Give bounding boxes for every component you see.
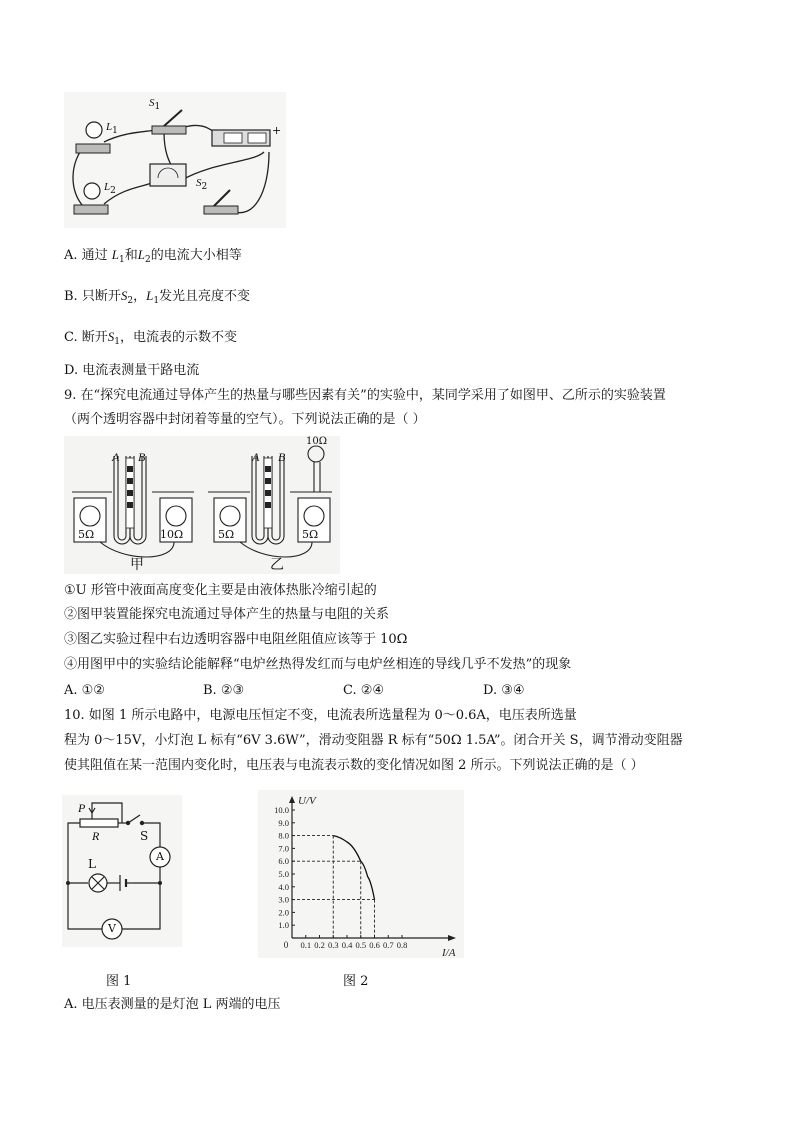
label-s: S [140, 829, 149, 843]
q9-statement-4: ④用图甲中的实验结论能解释“电炉丝热得发红而与电炉丝相连的导线几乎不发热”的现象 [64, 657, 572, 672]
q10-fig1-svg [62, 795, 182, 947]
label-r: R [92, 829, 100, 843]
bulb-l2 [84, 183, 100, 199]
q8-option-c: C. 断开$S_1$，电流表的示数不变 [64, 329, 237, 347]
label-r1-right: 5Ω [218, 528, 235, 541]
y-axis-label: U/V [298, 795, 316, 807]
q9-stem-line2: （两个透明容器中封闭着等量的空气）。下列说法正确的是（ ） [64, 412, 426, 427]
q9-choice-d: D. ③④ [483, 683, 525, 698]
fig1-caption: 图 1 [106, 974, 132, 989]
x-tick-label: 0.8 [396, 940, 408, 950]
rheostat [80, 819, 118, 827]
q10-fig2-chart [258, 790, 464, 958]
label-r3-right: 10Ω [306, 436, 328, 447]
label-l1: $L_1$ [106, 121, 118, 136]
caption-jia: 甲 [130, 557, 144, 573]
y-tick-label: 9.0 [278, 817, 289, 828]
q8-option-d: D. 电流表测量干路电流 [64, 363, 200, 378]
q9-apparatus-figure [64, 436, 340, 574]
y-tick-label: 5.0 [278, 869, 289, 879]
x-tick-label: 0.4 [341, 940, 353, 950]
q9-statement-1: ①U 形管中液面高度变化主要是由液体热胀冷缩引起的 [64, 583, 377, 598]
x-axis-label: I/A [442, 947, 456, 958]
label-a: A [156, 850, 164, 863]
x-tick-label: 0.2 [314, 940, 325, 950]
label-plus: + [272, 124, 282, 137]
q9-statement-2: ②图甲装置能探究电流通过导体产生的热量与电阻的关系 [64, 607, 390, 622]
label-r1-left: 5Ω [78, 528, 95, 541]
q9-choice-a: A. ①② [64, 683, 105, 698]
q10-stem-line2: 程为 0～15V，小灯泡 L 标有“6V 3.6W”，滑动变阻器 R 标有“50Ω 1.5A”。闭合开关 S，调节滑动变阻器 [64, 733, 683, 748]
q9-statement-3: ③图乙实验过程中右边透明容器中电阻丝阻值应该等于 10Ω [64, 632, 408, 647]
x-tick-label: 0.7 [382, 940, 394, 950]
label-s1: $S_1$ [149, 97, 161, 112]
q9-stem-line1: 9. 在“探究电流通过导体产生的热量与哪些因素有关”的实验中，某同学采用了如图甲、乙所示的实验装置 [64, 388, 666, 403]
q10-option-a: A. 电压表测量的是灯泡 L 两端的电压 [64, 997, 281, 1012]
q8-option-a: A. 通过 $L_1$和$L_2$的电流大小相等 [64, 247, 242, 265]
q10-fig1-circuit [62, 795, 182, 947]
y-tick-label: 4.0 [278, 881, 289, 892]
label-l: L [88, 857, 96, 871]
label-b-right: B [278, 450, 286, 464]
x-tick-label: 0.3 [327, 940, 339, 950]
y-tick-label: 3.0 [278, 894, 289, 905]
q9-choice-c: C. ②④ [343, 683, 385, 698]
caption-yi: 乙 [270, 557, 284, 573]
ammeter [150, 164, 186, 186]
y-tick-label: 10.0 [274, 805, 289, 815]
y-tick-label: 2.0 [278, 907, 289, 918]
q8-option-b: B. 只断开$S_2$，$L_1$发光且亮度不变 [64, 288, 251, 306]
y-axis-arrow [289, 796, 295, 803]
y-tick-label: 7.0 [278, 843, 289, 854]
label-l2: $L_2$ [104, 181, 116, 196]
u-i-chart [258, 790, 464, 958]
x-axis-arrow [448, 935, 456, 941]
x-tick-label: 0.5 [355, 940, 367, 950]
label-v: V [108, 922, 116, 935]
switch-s2 [204, 206, 238, 214]
label-p: P [78, 801, 86, 815]
fig2-caption: 图 2 [343, 974, 369, 989]
y-tick-label: 1.0 [278, 920, 289, 931]
origin-label: 0 [283, 940, 289, 950]
bulb-l1 [86, 122, 102, 138]
q9-choice-b: B. ②③ [203, 683, 245, 698]
x-tick-label: 0.6 [369, 940, 380, 950]
y-tick-label: 8.0 [278, 830, 289, 841]
label-s2: $S_2$ [196, 177, 208, 192]
label-r2-left: 10Ω [160, 528, 184, 541]
label-a-left: A [112, 450, 120, 464]
label-b-left: B [138, 450, 146, 464]
label-a-right: A [252, 450, 260, 464]
x-tick-label: 0.1 [300, 940, 312, 950]
q10-stem-line3: 使其阻值在某一范围内变化时，电压表与电流表示数的变化情况如图 2 所示。下列说法正确的是（ ） [64, 758, 644, 773]
q8-circuit-figure [64, 92, 286, 228]
q8-circuit-svg [64, 92, 286, 228]
q10-stem-line1: 10. 如图 1 所示电路中，电源电压恒定不变，电流表所选量程为 0～0.6A，电压表所选量 [64, 708, 577, 723]
u-i-curve [333, 836, 374, 900]
switch-s1 [152, 126, 186, 134]
label-r2-right: 5Ω [302, 528, 319, 541]
y-tick-label: 6.0 [278, 856, 289, 867]
q9-apparatus-svg [64, 436, 340, 574]
